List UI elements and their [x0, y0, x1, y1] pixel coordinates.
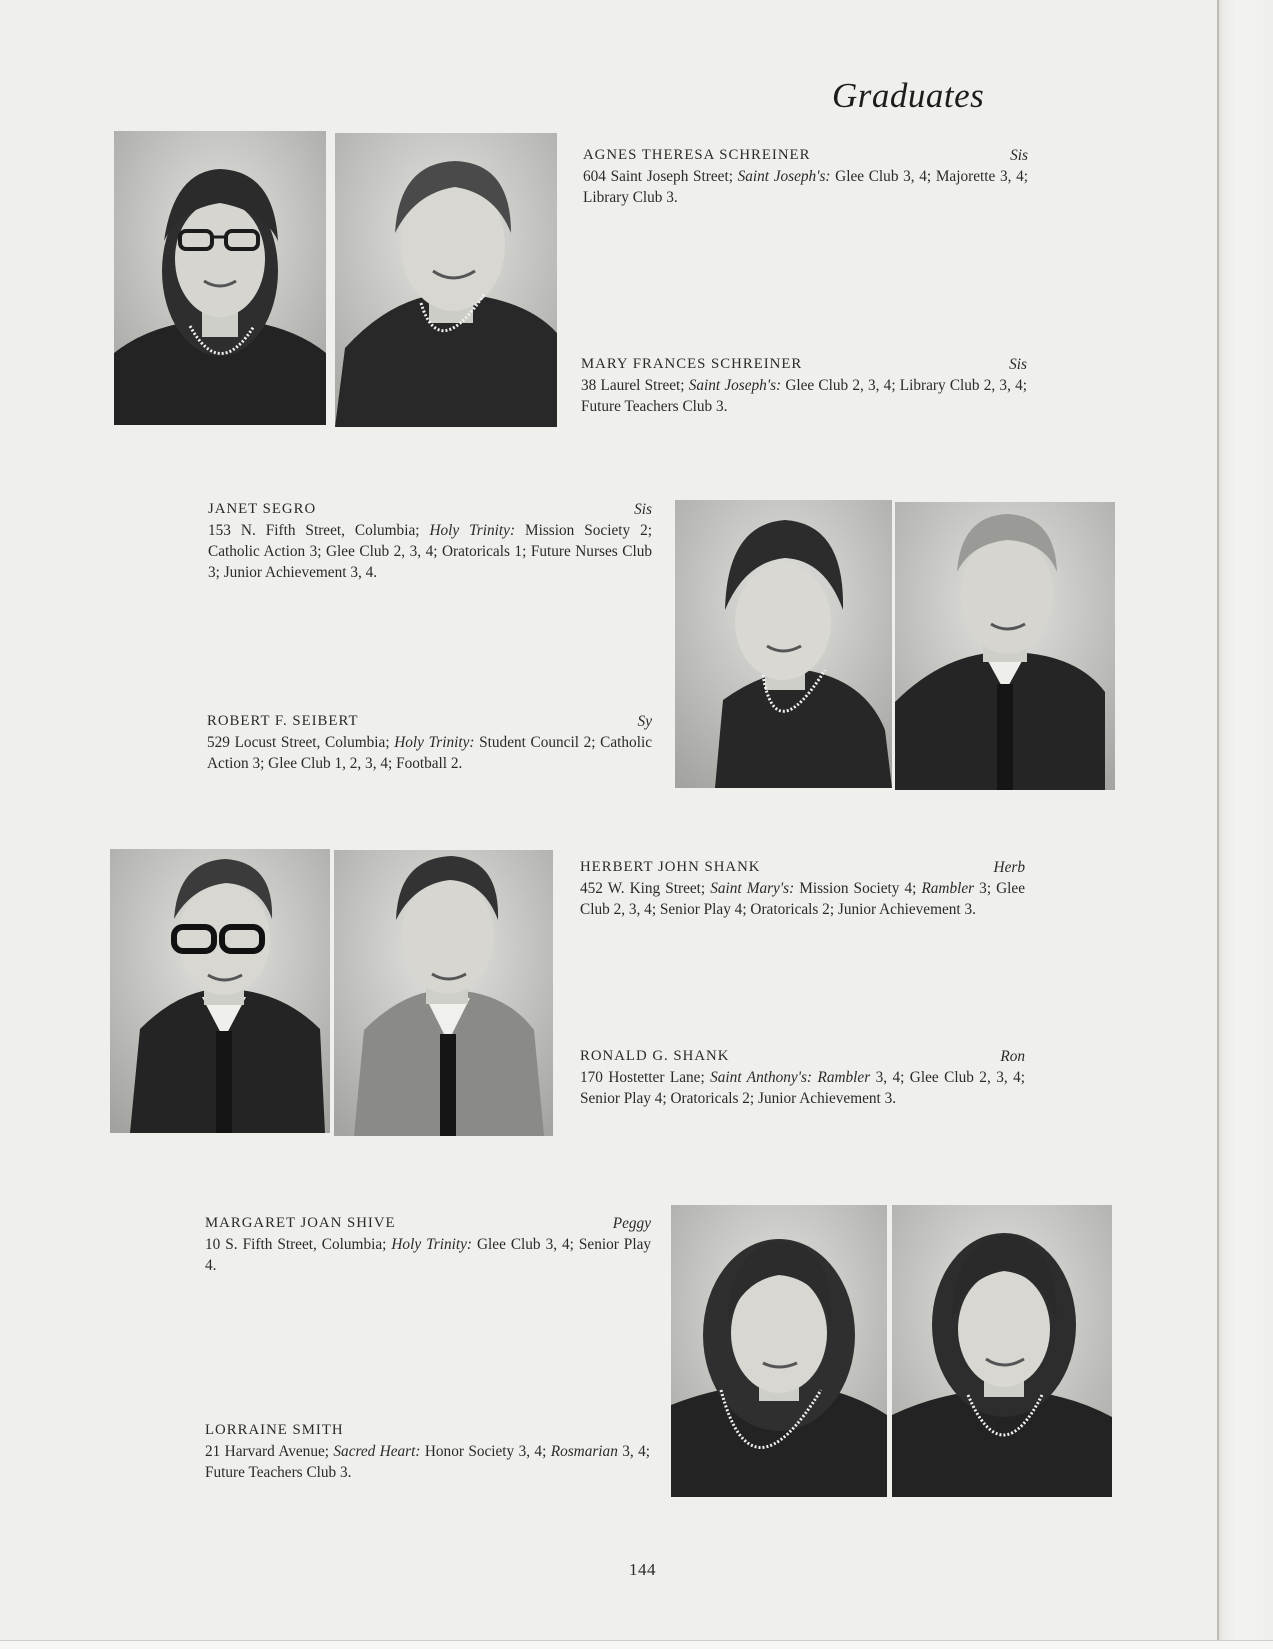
text-segment: 153 N. Fifth Street, Columbia; — [208, 522, 430, 539]
graduate-nickname: Herb — [993, 859, 1025, 876]
text-segment: Glee Club 3, 4; Senior Play 4. — [205, 1236, 652, 1274]
graduate-entry-herbert-shank — [580, 857, 1025, 920]
graduate-nickname: Peggy — [612, 1215, 651, 1232]
italic-segment: Rambler — [921, 880, 975, 897]
graduate-name: ROBERT F. SEIBERT — [207, 713, 359, 729]
graduate-entry-margaret-shive — [205, 1213, 651, 1276]
text-segment: Student Council 2; Catholic Action 3; Glee Club 1, 2, 3, 4; Football 2. — [207, 734, 652, 772]
graduate-name: RONALD G. SHANK — [580, 1048, 730, 1064]
page-binding-edge — [1217, 0, 1273, 1649]
portrait-photo-margaret-shive — [671, 1205, 887, 1497]
graduate-entry-robert-seibert — [207, 711, 652, 774]
section-title: Graduates — [832, 76, 985, 115]
text-segment: 452 W. King Street; — [580, 880, 711, 897]
portrait-photo-agnes-schreiner — [114, 131, 326, 425]
graduate-name: JANET SEGRO — [208, 501, 317, 517]
italic-segment: Sacred Heart: — [333, 1443, 421, 1460]
graduate-entry-agnes-schreiner — [583, 145, 1028, 208]
text-segment: 3, 4; Future Teachers Club 3. — [205, 1443, 650, 1481]
text-segment: Glee Club 3, 4; Majorette 3, 4; Library Club 3. — [583, 168, 1028, 206]
graduate-name: HERBERT JOHN SHANK — [580, 859, 761, 875]
text-segment: Mission Society 4; — [794, 880, 922, 897]
page-number: 144 — [629, 1560, 656, 1579]
graduate-entry-janet-segro — [208, 499, 652, 583]
graduate-activities — [581, 375, 1027, 417]
graduate-activities — [207, 732, 652, 774]
graduate-nickname: Ron — [1000, 1048, 1025, 1065]
graduate-nickname: Sy — [637, 713, 652, 730]
text-segment: Honor Society 3, 4; — [420, 1443, 551, 1460]
graduate-name: MARGARET JOAN SHIVE — [205, 1215, 396, 1231]
italic-segment: Rosmarian — [550, 1443, 618, 1460]
graduate-nickname: Sis — [1010, 147, 1028, 164]
graduate-entry-ronald-shank — [580, 1046, 1025, 1109]
italic-segment: Holy Trinity: — [394, 734, 475, 751]
portrait-photo-herbert-shank — [110, 849, 330, 1133]
graduate-nickname: Sis — [1009, 356, 1027, 373]
italic-segment: Saint Joseph's: — [688, 377, 782, 394]
italic-segment: Rambler — [817, 1069, 871, 1086]
portrait-photo-ronald-shank — [334, 850, 553, 1136]
graduate-activities — [580, 1067, 1025, 1109]
italic-segment: Holy Trinity: — [429, 522, 516, 539]
italic-segment: Saint Joseph's: — [737, 168, 831, 185]
text-segment: 38 Laurel Street; — [581, 377, 689, 394]
text-segment: Glee Club 2, 3, 4; Library Club 2, 3, 4; Future Teachers Club 3. — [581, 377, 1027, 415]
italic-segment: Saint Anthony's: — [710, 1069, 813, 1086]
text-segment: 529 Locust Street, Columbia; — [207, 734, 395, 751]
page-bottom-edge — [0, 1640, 1273, 1649]
text-segment: 170 Hostetter Lane; — [580, 1069, 711, 1086]
text-segment: 3, 4; Glee Club 2, 3, 4; Senior Play 4; Oratoricals 2; Junior Achievement 3. — [580, 1069, 1025, 1107]
graduate-nickname: Sis — [634, 501, 652, 518]
text-segment: 3; Glee Club 2, 3, 4; Senior Play 4; Oratoricals 2; Junior Achievement 3. — [580, 880, 1025, 918]
graduate-activities — [208, 520, 652, 583]
portrait-photo-mary-schreiner — [335, 133, 557, 427]
graduate-name: LORRAINE SMITH — [205, 1422, 344, 1438]
text-segment: 604 Saint Joseph Street; — [583, 168, 738, 185]
portrait-photo-robert-seibert — [895, 502, 1115, 790]
graduate-activities — [580, 878, 1025, 920]
portrait-photo-lorraine-smith — [892, 1205, 1112, 1497]
text-segment: 10 S. Fifth Street, Columbia; — [205, 1236, 392, 1253]
portrait-photo-janet-segro — [675, 500, 892, 788]
graduate-entry-lorraine-smith — [205, 1420, 650, 1483]
graduate-activities — [205, 1234, 651, 1276]
text-segment: Mission Society 2; Catholic Action 3; Glee Club 2, 3, 4; Oratoricals 1; Future Nurses Club 3; Junior Achievement 3, 4. — [208, 522, 653, 581]
graduate-name: AGNES THERESA SCHREINER — [583, 147, 811, 163]
graduate-activities — [205, 1441, 650, 1483]
italic-segment: Holy Trinity: — [391, 1236, 472, 1253]
graduate-entry-mary-schreiner — [581, 354, 1027, 417]
text-segment: 21 Harvard Avenue; — [205, 1443, 334, 1460]
graduate-activities — [583, 166, 1028, 208]
italic-segment: Saint Mary's: — [710, 880, 795, 897]
graduate-name: MARY FRANCES SCHREINER — [581, 356, 803, 372]
